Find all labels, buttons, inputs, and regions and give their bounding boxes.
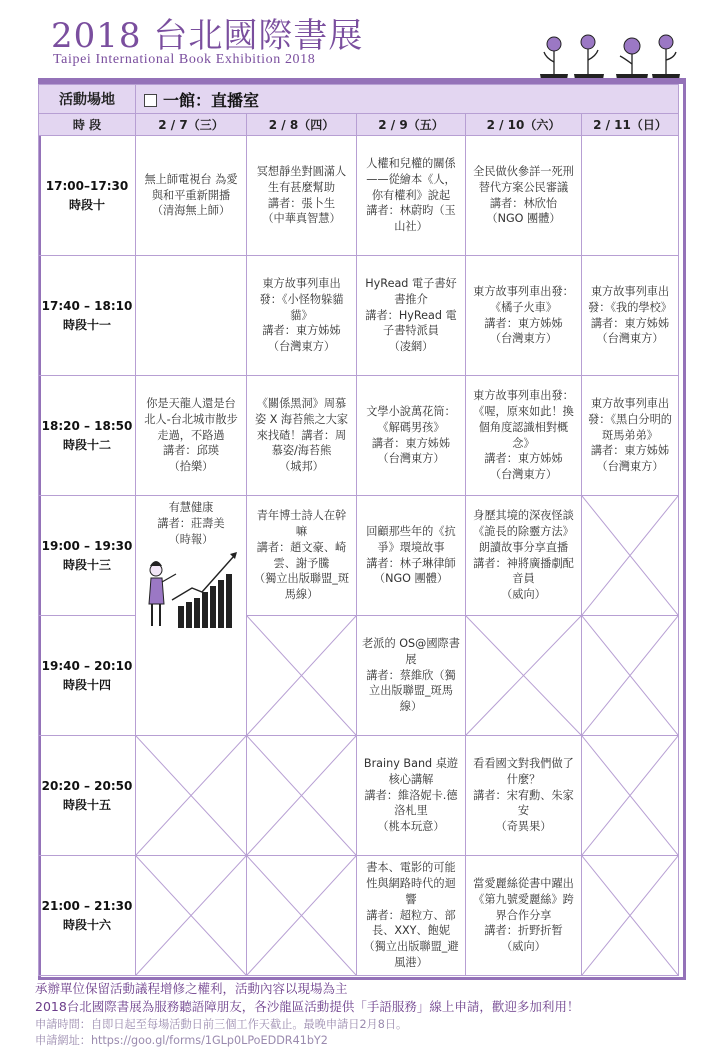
day-header: 2 / 9（五）: [357, 114, 466, 136]
unavailable-cell: [582, 616, 679, 736]
time-range: 19:00 – 19:30: [41, 538, 133, 553]
event-cell: 人權和兒權的關係——從繪本《人，你有權利》說起 講者：林蔚昀（玉山社）: [357, 136, 466, 256]
time-slot-cell: [39, 736, 136, 856]
footer-disclaimer: 承辦單位保留活動議程增修之權利，活動內容以現場為主: [35, 981, 348, 996]
table-row: [39, 496, 679, 616]
unavailable-cell: [466, 616, 582, 736]
checkbox-icon: [144, 94, 157, 107]
time-slot-cell: [39, 856, 136, 976]
event-cell: 老派的 OS@國際書展 講者：蔡維欣（獨立出版聯盟_斑馬線）: [357, 616, 466, 736]
time-slot-cell: [39, 496, 136, 616]
slot-label: 時段十五: [62, 797, 111, 812]
time-range: 21:00 – 21:30: [41, 898, 133, 913]
page-subtitle: Taipei International Book Exhibition 2018: [53, 52, 316, 67]
event-cell: 看看國文對我們做了什麼？ 講者：宋宥勳、朱家安 （奇異果）: [466, 736, 582, 856]
event-cell: 東方故事列車出發：《橘子火車》 講者：東方姊姊 （台灣東方）: [466, 256, 582, 376]
unavailable-cell: [136, 856, 247, 976]
event-speaker: 講者：莊壽美: [157, 516, 225, 530]
time-slot-cell: [39, 136, 136, 256]
event-cell: 東方故事列車出發：《喔，原來如此！換個角度認識相對概念》 講者：東方姊姊 （台灣東方）: [466, 376, 582, 496]
unavailable-cell: [247, 736, 357, 856]
unavailable-cell: [582, 856, 679, 976]
footer-application-url[interactable]: 申請網址：https://goo.gl/forms/1GLp0LPoEDDR41bY2: [35, 1033, 328, 1047]
event-cell: 東方故事列車出發：《小怪物躲貓貓》 講者：東方姊姊 （台灣東方）: [247, 256, 357, 376]
schedule-table: [38, 84, 679, 976]
time-slot-cell: [39, 256, 136, 376]
slot-label: 時段十三: [62, 557, 111, 572]
time-range: 19:40 – 20:10: [41, 658, 133, 673]
time-slot-cell: [39, 376, 136, 496]
presenter-chart-illustration: [142, 534, 242, 634]
table-row: [39, 736, 679, 856]
time-range: 17:40 – 18:10: [41, 298, 133, 313]
slot-label: 時段十一: [62, 317, 111, 332]
event-cell: 東方故事列車出發：《黑白分明的斑馬弟弟》 講者：東方姊姊 （台灣東方）: [582, 376, 679, 496]
footer-notes: [35, 980, 579, 1049]
venue-name-cell: [136, 85, 679, 114]
event-cell: 《關係黑洞》周慕姿 X 海苔熊之大家來找碴！講者：周慕姿/海苔熊 （城邦）: [247, 376, 357, 496]
footer-sign-language-notice: 2018台北國際書展為服務聽語障朋友，各沙龍區活動提供「手語服務」線上申請，歡迎多加利用！: [35, 999, 580, 1015]
slot-label: 時段十四: [62, 677, 111, 692]
day-header-row: [39, 114, 679, 136]
event-cell: 文學小說萬花筒：《解碼男孩》 講者：東方姊姊 （台灣東方）: [357, 376, 466, 496]
event-cell: 回顧那些年的《抗爭》環境故事 講者：林子琳律師 （NGO 團體）: [357, 496, 466, 616]
event-cell: Brainy Band 桌遊核心講解 講者：維洛妮卡.德洛札里 （桃本玩意）: [357, 736, 466, 856]
event-cell-merged: [136, 496, 247, 736]
event-cell: 你是天龍人還是台北人-台北城市散步走過，不路過 講者：邱瑛 （拾樂）: [136, 376, 247, 496]
event-org: （時報）: [168, 532, 214, 546]
day-header: 2 / 11（日）: [582, 114, 679, 136]
footer-application-period: 申請時間：自即日起至每場活動日前三個工作天截止。最晚申請日2月8日。: [35, 1017, 408, 1031]
venue-row: [39, 85, 679, 114]
time-range: 18:20 – 18:50: [41, 418, 133, 433]
table-row: [39, 136, 679, 256]
event-cell: 身歷其境的深夜怪談《詭長的除靈方法》朗讀故事分享直播 講者：神將廣播劇配音員 （威向）: [466, 496, 582, 616]
table-row: [39, 256, 679, 376]
event-cell: 當愛麗絲從書中躍出《第九號愛麗絲》跨界合作分享 講者：折野折暂 （威向）: [466, 856, 582, 976]
time-slot-cell: [39, 616, 136, 736]
page-title: 2018 台北國際書展: [51, 16, 364, 56]
event-cell: 無上師電視台 為愛與和平重新開播 （清海無上師）: [136, 136, 247, 256]
event-cell: 全民做伙參詳一死刑替代方案公民審議 講者：林欣怡 （NGO 團體）: [466, 136, 582, 256]
event-cell: 青年博士詩人在幹嘛 講者：趙文豪、崎雲、謝予騰 （獨立出版聯盟_斑馬線）: [247, 496, 357, 616]
time-range: 17:00–17:30: [45, 178, 129, 193]
event-cell: 冥想靜坐對圓滿人生有甚麼幫助 講者：張卜生 （中華真智慧）: [247, 136, 357, 256]
empty-cell: [136, 256, 247, 376]
day-header: 2 / 8（四）: [247, 114, 357, 136]
event-cell: 書本、電影的可能性與網路時代的迴響 講者：超粒方、部長、XXY、飽妮（獨立出版聯盟_避風港）: [357, 856, 466, 976]
empty-cell: [582, 136, 679, 256]
time-range: 20:20 – 20:50: [41, 778, 133, 793]
venue-label: 活動場地: [39, 85, 136, 114]
event-cell: HyRead 電子書好書推介 講者：HyRead 電子書特派員 （凌網）: [357, 256, 466, 376]
slot-label: 時段十六: [62, 917, 111, 932]
unavailable-cell: [582, 496, 679, 616]
slot-label: 時段十二: [62, 437, 111, 452]
table-row: [39, 856, 679, 976]
unavailable-cell: [247, 616, 357, 736]
event-title: 有慧健康: [168, 501, 214, 514]
unavailable-cell: [136, 736, 247, 856]
day-header: 2 / 7（三）: [136, 114, 247, 136]
day-header: 2 / 10（六）: [466, 114, 582, 136]
unavailable-cell: [247, 856, 357, 976]
table-row: [39, 376, 679, 496]
slot-label: 時段十: [68, 197, 105, 212]
event-cell: 東方故事列車出發：《我的學校》 講者：東方姊姊 （台灣東方）: [582, 256, 679, 376]
time-column-header: 時 段: [39, 114, 136, 136]
venue-name: 一館：直播室: [163, 90, 260, 110]
table-row: [39, 616, 679, 736]
unavailable-cell: [582, 736, 679, 856]
